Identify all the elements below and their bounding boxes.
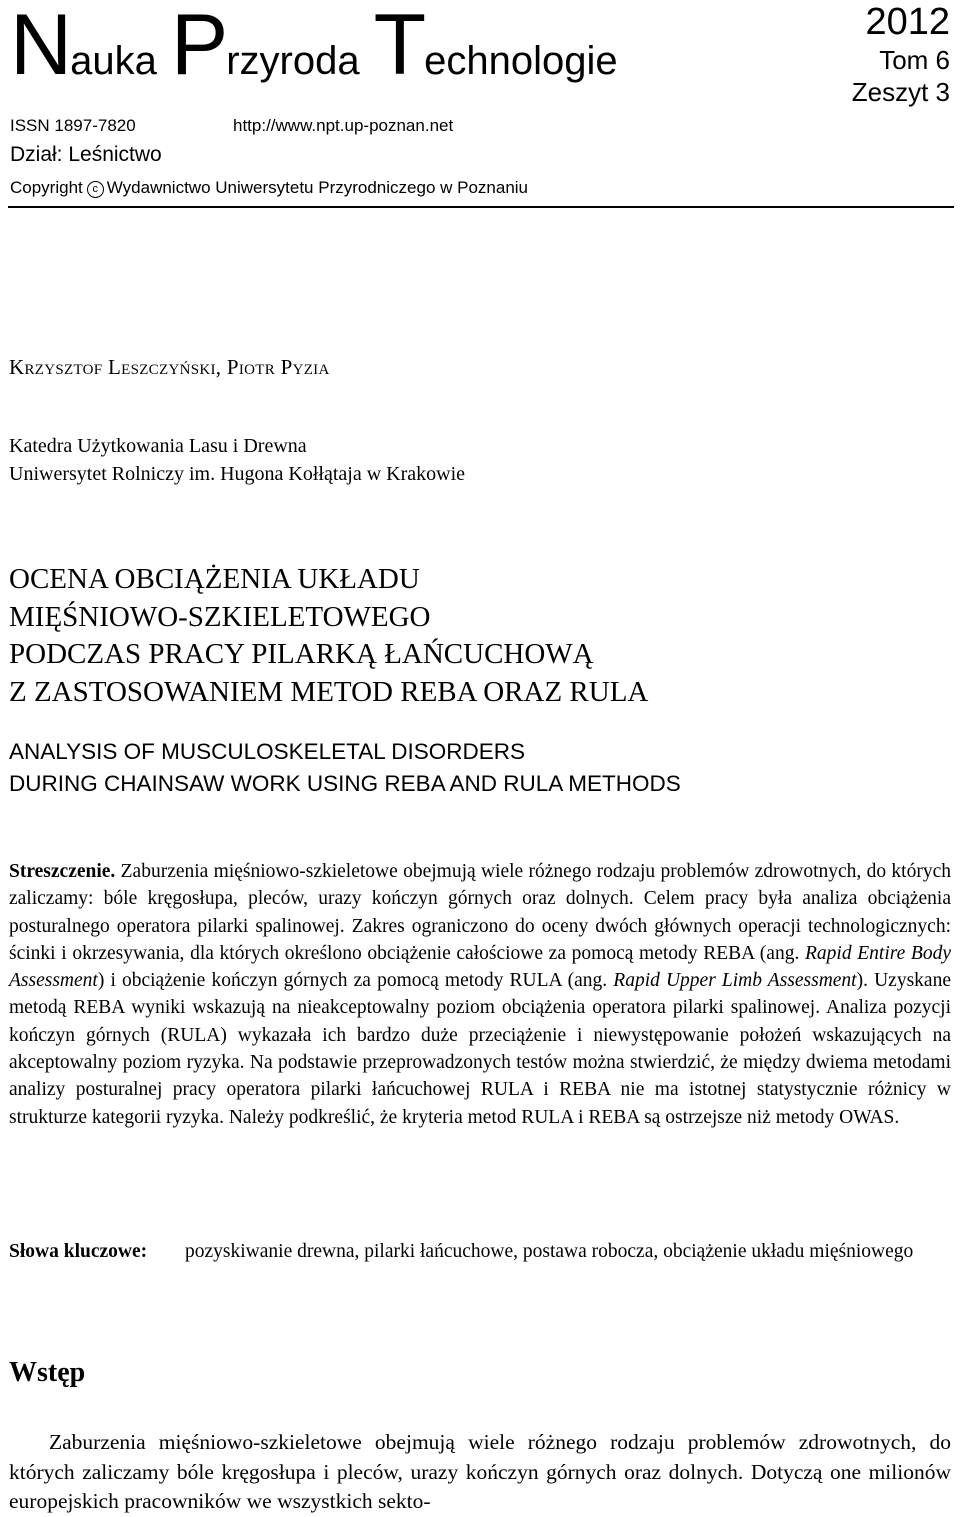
abstract-italic-term: Rapid Upper Limb Assessment (613, 970, 857, 992)
section-heading-introduction: Wstęp (9, 1357, 86, 1388)
title-pl-line: OCENA OBCIĄŻENIA UKŁADU (9, 563, 420, 595)
issn: ISSN 1897-7820 (10, 116, 136, 135)
affiliation-university: Uniwersytet Rolniczy im. Hugona Kołłątaja w Krakowie (9, 463, 465, 485)
journal-title-rest: echnologie (424, 39, 618, 83)
journal-title-initial: N (10, 0, 71, 93)
title-pl-line: MIĘŚNIOWO-SZKIELETOWEGO (9, 600, 431, 633)
journal-title-rest: auka (70, 39, 157, 83)
keywords-text: pozyskiwanie drewna, pilarki łańcuchowe, postawa robocza, obciążenie układu mięśniowego (185, 1241, 914, 1262)
issue-info (852, 0, 950, 108)
title-en-line: DURING CHAINSAW WORK USING REBA AND RULA METHODS (9, 771, 681, 796)
title-en-line: ANALYSIS OF MUSCULOSKELETAL DISORDERS (9, 739, 525, 764)
abstract-text: ). Uzyskane metodą REBA wyniki wskazują na nieakceptowalny poziom obciążenia operatora pilarki spalinowej. Analiza pozycji kończyn górnych (RULA) wykazała ich bardzo duże przeciążenie i niewystępowanie położeń wskazujących na akceptowalny poziom ryzyka. Na podstawie przeprowadzonych testów można stwierdzić, że między dwiema metodami analizy posturalnej pracy operatora pilarki łańcuchowej RULA i REBA nie ma istotnej statystycznie różnicy w strukturze kategorii ryzyka. Należy podkreślić, że kryteria metod RULA i REBA są ostrzejsze niż metody OWAS. (9, 970, 951, 1128)
keywords (9, 1238, 951, 1266)
abstract-text: Zaburzenia mięśniowo-szkieletowe obejmują wiele różnego rodzaju problemów zdrowotnych, do których zaliczamy: bóle kręgosłupa, pleców, urazy kończyn górnych oraz dolnych. Celem pracy była analiza obciążenia posturalnego operatora pilarki spalinowej. Zakres ograniczono do oceny dwóch głównych operacji technologicznych: ścinki i okrzesywania, dla których określono obciążenie całościowe za pomocą metody REBA (ang. (9, 861, 951, 964)
abstract-italic-term: Rapid Entire Body Assessment (9, 942, 951, 992)
journal-section: Dział: Leśnictwo (10, 143, 162, 166)
title-pl-line: PODCZAS PRACY PILARKĄ ŁAŃCUCHOWĄ (9, 638, 594, 670)
abstract-label: Streszczenie. (9, 861, 116, 882)
introduction-paragraph: Zaburzenia mięśniowo-szkieletowe obejmują wiele różnego rodzaju problemów zdrowotnych, do których zaliczamy bóle kręgosłupa i pleców, urazy kończyn górnych oraz dolnych. Dotyczą one milionów europejskich pracowników we wszystkich sekto- (9, 1430, 951, 1513)
title-pl-line: Z ZASTOSOWANIEM METOD REBA ORAZ RULA (9, 675, 649, 708)
journal-title-initial: P (170, 0, 227, 93)
affiliation-department: Katedra Użytkowania Lasu i Drewna (9, 435, 307, 457)
copyright-holder: Wydawnictwo Uniwersytetu Przyrodniczego w Poznaniu (106, 178, 529, 197)
journal-title-word-3 (373, 0, 618, 93)
issue-volume: Tom 6 (879, 45, 950, 75)
journal-masthead (8, 0, 954, 208)
journal-url-link[interactable]: http://www.npt.up-poznan.net (233, 116, 454, 135)
journal-title-rest: rzyroda (226, 39, 360, 83)
issue-number: Zeszyt 3 (851, 77, 950, 107)
article-authors: Krzysztof Leszczyński, Piotr Pyzia (9, 355, 330, 379)
journal-title (10, 0, 632, 93)
article-title-polish (9, 561, 648, 711)
author-affiliation (9, 432, 465, 488)
journal-title-word-2 (170, 0, 360, 93)
journal-title-initial: T (373, 0, 425, 93)
article-title-english (9, 736, 681, 800)
copyright-label: Copyright (10, 178, 83, 197)
issue-year: 2012 (865, 1, 950, 43)
copyright-icon: c (87, 181, 104, 198)
journal-title-word-1 (10, 0, 157, 93)
abstract-text: ) i obciążenie kończyn górnych za pomocą metody RULA (ang. (97, 970, 614, 992)
abstract (9, 858, 951, 1131)
copyright-line (10, 178, 528, 198)
keywords-label: Słowa kluczowe: (9, 1241, 148, 1262)
